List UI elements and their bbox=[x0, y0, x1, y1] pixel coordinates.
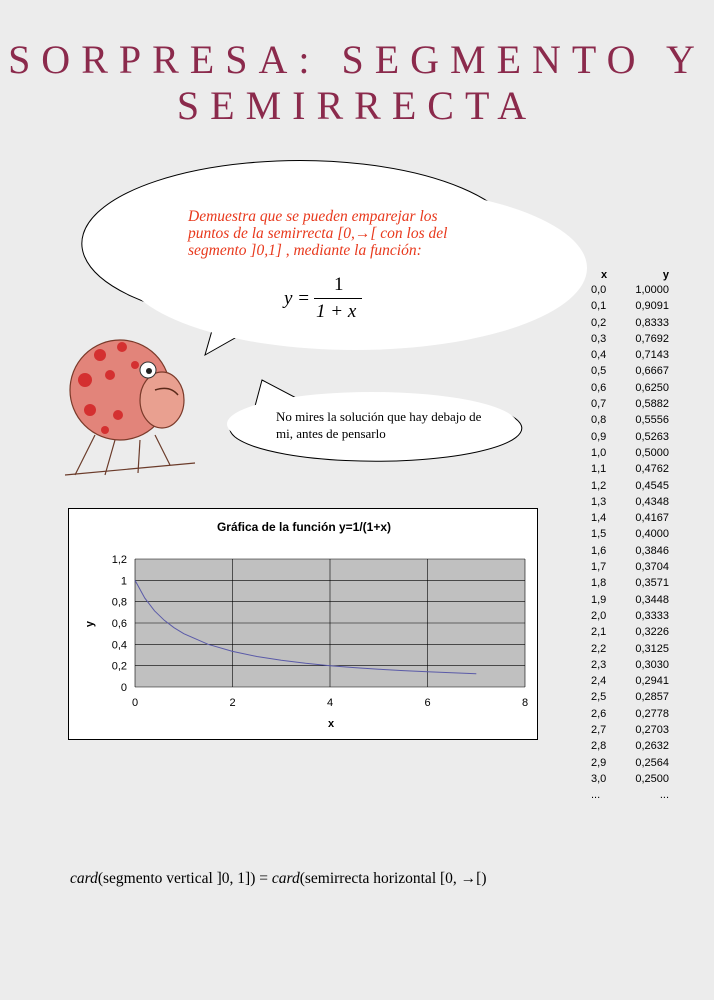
table-row bbox=[583, 575, 693, 591]
table-row bbox=[583, 478, 693, 494]
table-row bbox=[583, 315, 693, 331]
table-row bbox=[583, 526, 693, 542]
cell-x: 2,5 bbox=[591, 691, 607, 704]
cell-y: 0,5556 bbox=[635, 414, 669, 427]
function-chart bbox=[68, 508, 538, 740]
cell-x: 2,6 bbox=[591, 707, 607, 720]
cell-x: 1,4 bbox=[591, 512, 607, 525]
chart-svg bbox=[69, 509, 539, 741]
table-row bbox=[583, 396, 693, 412]
column-header-y: y bbox=[662, 269, 669, 281]
problem-statement bbox=[188, 208, 488, 259]
cell-x: 2,1 bbox=[591, 626, 607, 639]
card-label: card bbox=[70, 870, 98, 887]
formula-numerator: 1 bbox=[334, 274, 344, 295]
table-row bbox=[583, 608, 693, 624]
value-table bbox=[583, 268, 693, 804]
cell-y: 0,2632 bbox=[635, 740, 669, 753]
table-row bbox=[583, 755, 693, 771]
table-row bbox=[583, 298, 693, 314]
cell-x: 2,9 bbox=[591, 756, 607, 769]
table-row bbox=[583, 641, 693, 657]
page-title-line-1: SORPRESA: SEGMENTO Y bbox=[8, 37, 706, 82]
cell-x: 1,6 bbox=[591, 544, 607, 557]
function-formula bbox=[284, 274, 374, 324]
cell-y: 0,2703 bbox=[635, 724, 669, 737]
hint-line: No mires la solución que hay debajo de bbox=[276, 409, 482, 424]
cell-x: 0,3 bbox=[591, 332, 607, 345]
card-label: card bbox=[271, 870, 300, 887]
table-row bbox=[583, 445, 693, 461]
cell-x: 0,5 bbox=[591, 365, 607, 378]
cell-y: 0,3226 bbox=[635, 626, 669, 639]
y-axis-label: y bbox=[84, 620, 96, 628]
y-axis-ticks bbox=[112, 554, 127, 694]
y-tick-label: 0,6 bbox=[111, 618, 127, 630]
cell-x: 1,7 bbox=[591, 561, 607, 574]
cell-x: 1,0 bbox=[591, 446, 607, 459]
cell-y: 0,2778 bbox=[635, 707, 669, 720]
table-row bbox=[583, 363, 693, 379]
table-row bbox=[583, 771, 693, 787]
cell-y: 0,4762 bbox=[635, 463, 669, 476]
table-row bbox=[583, 624, 693, 640]
x-axis-label: x bbox=[327, 718, 335, 730]
table-row bbox=[583, 673, 693, 689]
x-tick-label: 0 bbox=[131, 697, 139, 709]
cell-y: 0,4000 bbox=[635, 528, 669, 541]
table-row bbox=[583, 592, 693, 608]
formula-denominator: 1 + x bbox=[316, 301, 357, 322]
cell-y: 0,9091 bbox=[635, 300, 669, 313]
table-row bbox=[583, 559, 693, 575]
table-row bbox=[583, 347, 693, 363]
cell-x: 0,2 bbox=[591, 316, 607, 329]
cell-y: 0,4545 bbox=[635, 479, 669, 492]
cell-x: 1,2 bbox=[591, 479, 607, 492]
y-tick-label: 0,2 bbox=[111, 660, 127, 673]
cell-y: 0,6250 bbox=[635, 381, 669, 394]
cardinality-equation bbox=[70, 870, 486, 888]
cell-x: 0,4 bbox=[591, 349, 607, 362]
prompt-line: segmento ]0,1] , mediante la función: bbox=[188, 242, 422, 259]
cell-x: 1,5 bbox=[591, 528, 607, 541]
cell-y: 0,5882 bbox=[635, 398, 669, 411]
y-tick-label: 0 bbox=[120, 682, 127, 694]
cell-x: 2,0 bbox=[591, 609, 607, 622]
equation-part: (semirrecta horizontal [0, →[) bbox=[299, 870, 487, 887]
table-row bbox=[583, 657, 693, 673]
hint-text bbox=[276, 408, 516, 442]
cell-y: 0,3125 bbox=[635, 642, 669, 655]
cell-x: 0,7 bbox=[591, 398, 607, 411]
table-row bbox=[583, 706, 693, 722]
cell-y: 0,3030 bbox=[635, 658, 669, 671]
cell-x: 2,8 bbox=[591, 740, 607, 753]
table-row bbox=[583, 282, 693, 298]
y-tick-label: 1,2 bbox=[111, 554, 127, 566]
page-title-line-2: SEMIRRECTA bbox=[176, 83, 538, 128]
table-row bbox=[583, 510, 693, 526]
cell-x: 2,7 bbox=[591, 724, 607, 737]
formula-lhs: y = bbox=[284, 288, 311, 309]
column-header-x: x bbox=[601, 269, 608, 281]
chart-title: Gráfica de la función y=1/(1+x) bbox=[216, 520, 392, 534]
cell-x: 1,8 bbox=[591, 577, 607, 590]
cell-y: 0,3333 bbox=[635, 609, 669, 622]
cell-y: 0,4167 bbox=[635, 512, 669, 525]
cell-y: 0,7692 bbox=[635, 332, 669, 345]
cell-y: 0,2564 bbox=[635, 756, 669, 769]
x-tick-label: 4 bbox=[326, 697, 334, 709]
table-header bbox=[583, 268, 693, 282]
y-tick-label: 0,4 bbox=[111, 639, 127, 652]
cell-x: ... bbox=[591, 789, 601, 802]
cell-y: 0,7143 bbox=[635, 349, 669, 362]
cell-y: 0,6667 bbox=[635, 365, 669, 378]
prompt-line: Demuestra que se pueden emparejar los bbox=[188, 208, 438, 225]
x-tick-label: 8 bbox=[521, 697, 529, 709]
cell-x: 0,9 bbox=[591, 430, 607, 443]
cell-y: 0,4348 bbox=[635, 495, 669, 508]
cell-y: ... bbox=[659, 789, 669, 802]
cell-x: 2,3 bbox=[591, 658, 607, 671]
cell-x: 0,0 bbox=[591, 284, 607, 296]
cell-y: 0,3704 bbox=[635, 561, 669, 574]
cell-y: 0,3448 bbox=[635, 593, 669, 606]
table-row bbox=[583, 331, 693, 347]
fraction-bar bbox=[314, 298, 362, 299]
cell-y: 0,2500 bbox=[635, 772, 669, 785]
cartoon-monster-icon bbox=[60, 325, 200, 485]
table-row bbox=[583, 722, 693, 738]
cell-x: 1,3 bbox=[591, 495, 607, 508]
cell-x: 2,4 bbox=[591, 675, 607, 688]
cell-x: 1,1 bbox=[591, 463, 607, 476]
equation-part: (segmento vertical ]0, 1]) = bbox=[97, 870, 272, 887]
cell-y: 0,2941 bbox=[635, 675, 669, 688]
x-axis-ticks bbox=[132, 697, 528, 709]
table-row bbox=[583, 689, 693, 705]
cell-x: 0,1 bbox=[591, 300, 607, 313]
table-row bbox=[583, 738, 693, 754]
table-row bbox=[583, 380, 693, 396]
cell-x: 1,9 bbox=[591, 593, 607, 606]
cell-y: 0,5000 bbox=[635, 446, 669, 459]
table-row bbox=[583, 429, 693, 445]
cell-y: 0,3846 bbox=[635, 544, 669, 557]
cell-x: 3,0 bbox=[591, 772, 607, 785]
table-row bbox=[583, 461, 693, 477]
cell-x: 0,6 bbox=[591, 381, 607, 394]
cell-x: 0,8 bbox=[591, 414, 607, 427]
table-row bbox=[583, 787, 693, 803]
table-row bbox=[583, 543, 693, 559]
cell-y: 0,3571 bbox=[635, 577, 669, 590]
table-row bbox=[583, 494, 693, 510]
prompt-line: puntos de la semirrecta [0,→[ con los del bbox=[188, 225, 448, 242]
hint-line: mi, antes de pensarlo bbox=[276, 426, 386, 441]
cell-y: 1,0000 bbox=[635, 284, 669, 296]
cell-y: 0,5263 bbox=[635, 430, 669, 443]
x-tick-label: 6 bbox=[424, 697, 431, 709]
table-row bbox=[583, 412, 693, 428]
y-tick-label: 0,8 bbox=[111, 596, 127, 609]
cell-y: 0,2857 bbox=[635, 691, 669, 704]
cell-y: 0,8333 bbox=[635, 316, 669, 329]
cell-x: 2,2 bbox=[591, 642, 607, 655]
y-tick-label: 1 bbox=[120, 575, 127, 588]
x-tick-label: 2 bbox=[229, 697, 236, 709]
